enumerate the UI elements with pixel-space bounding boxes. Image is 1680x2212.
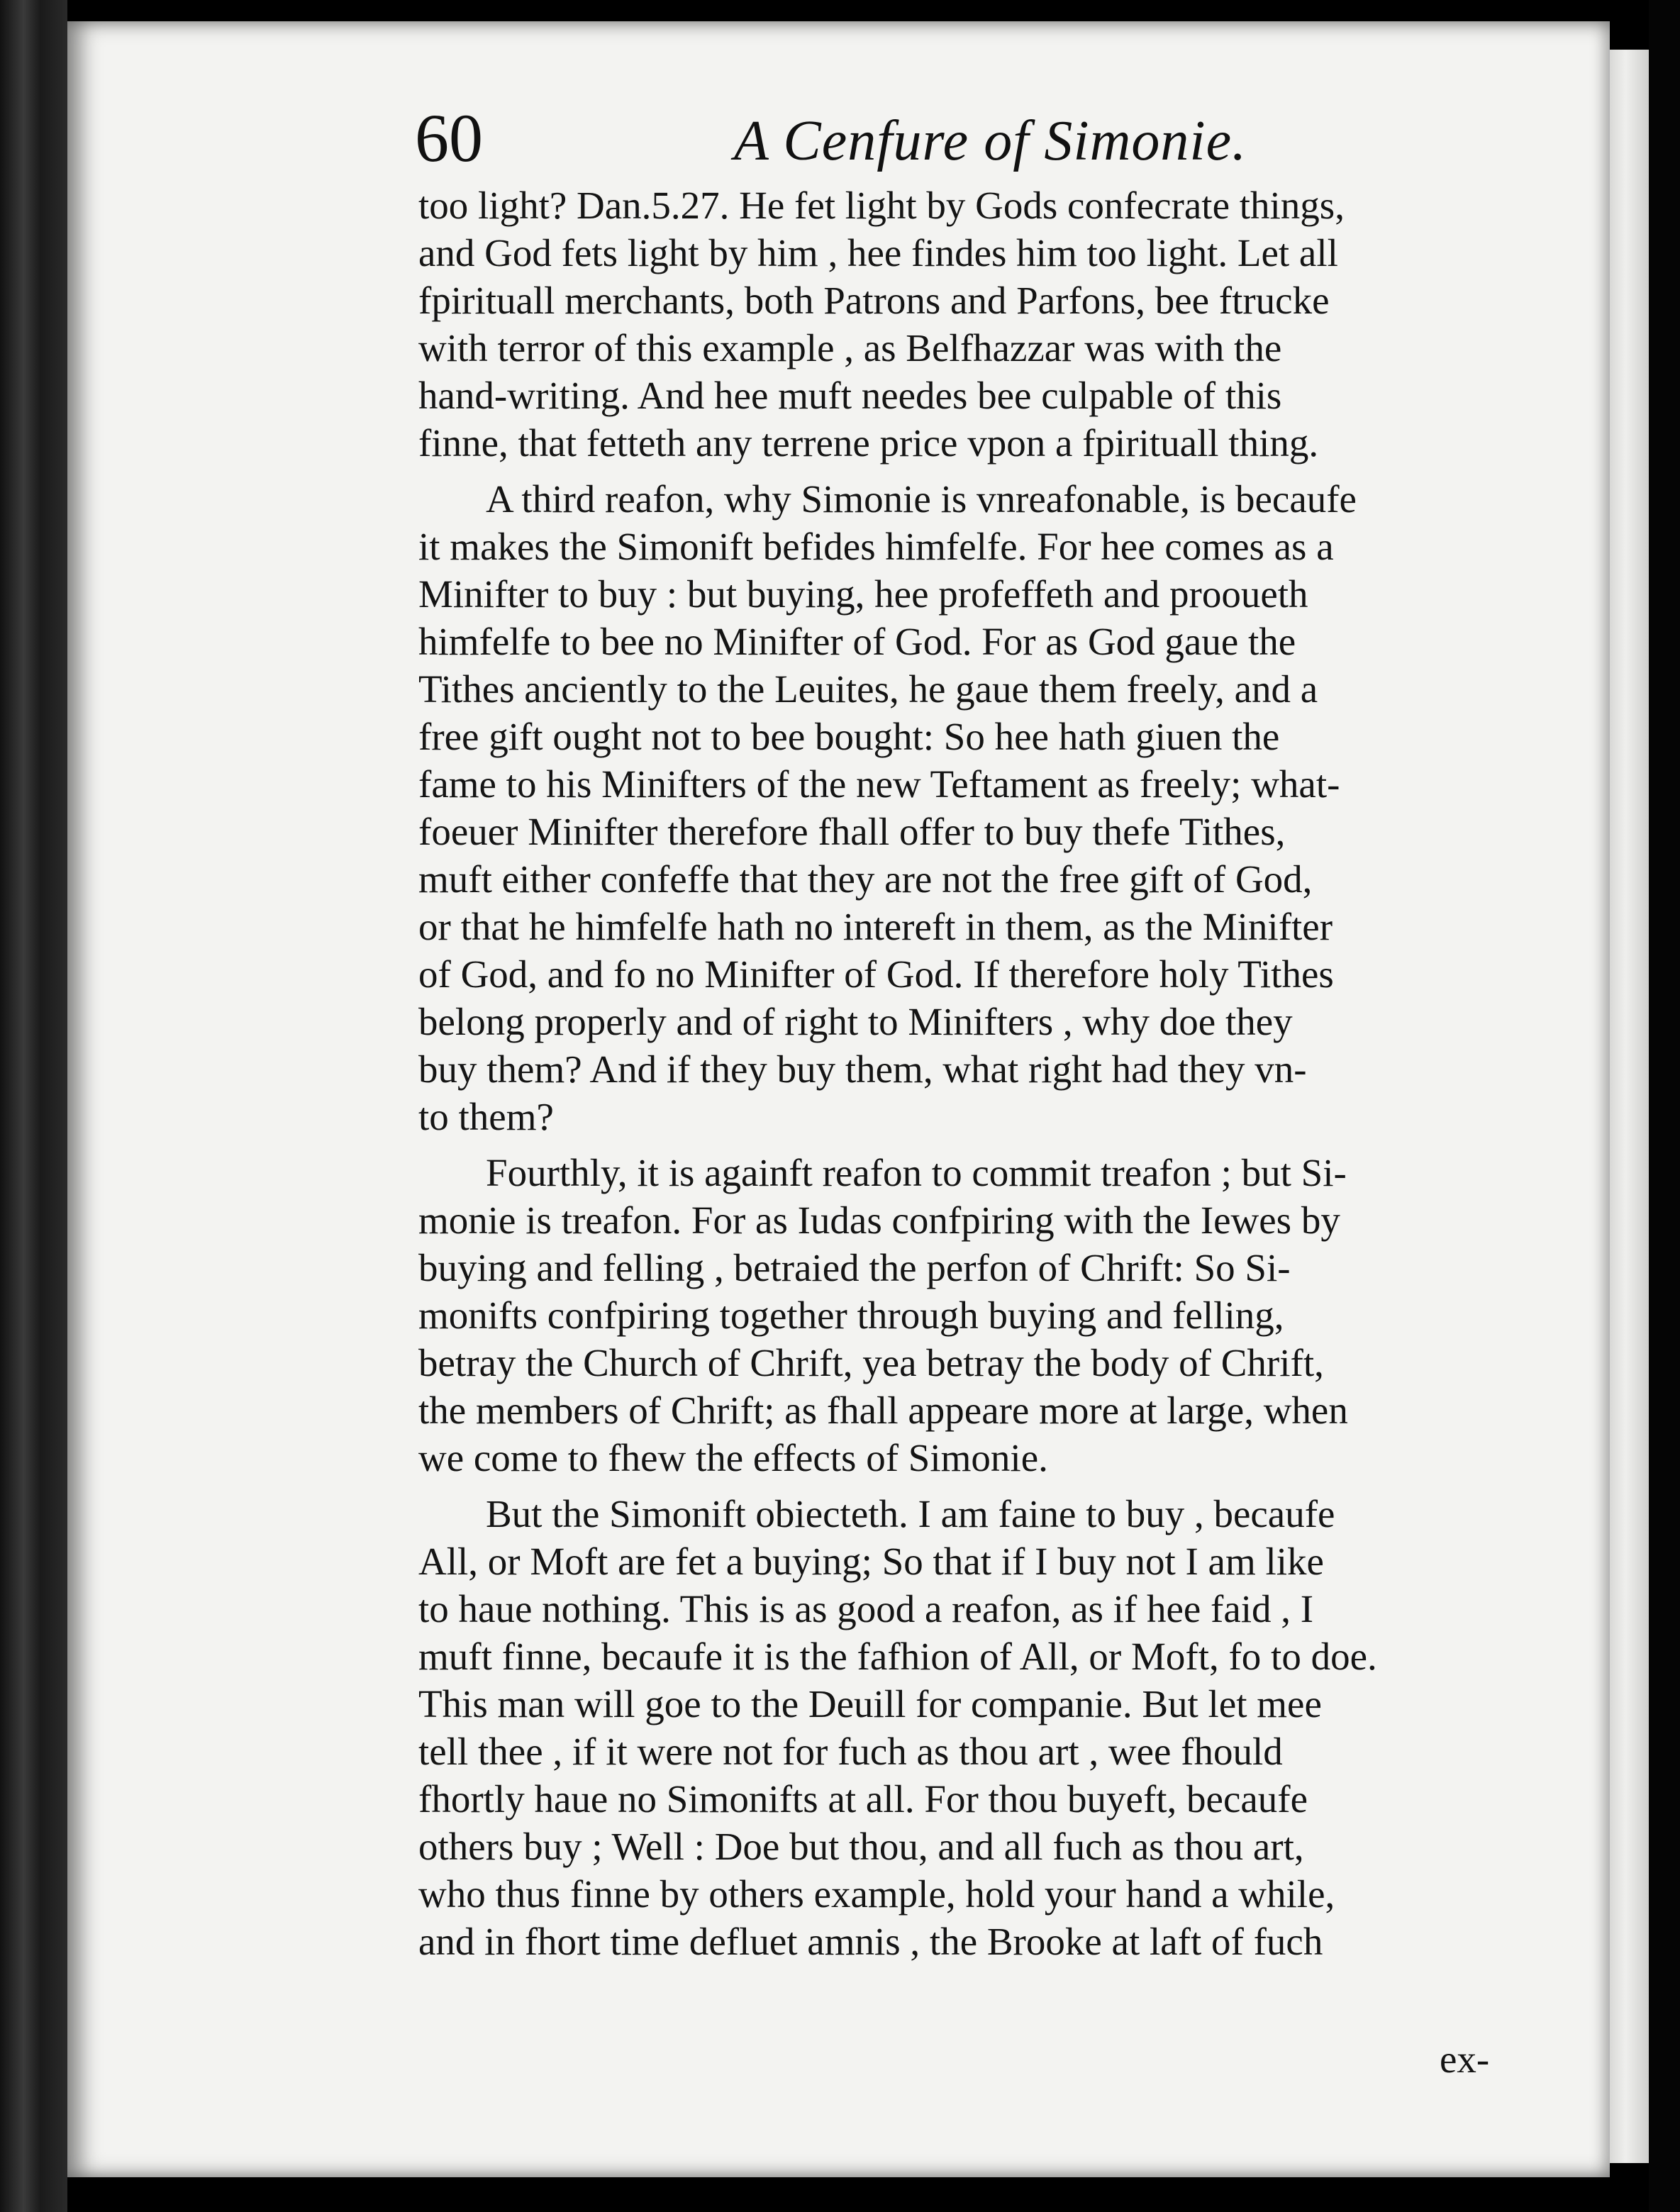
text-line: to them? [418, 1095, 554, 1138]
text-line: and in fhort time defluet amnis , the Brooke at laft of fuch [418, 1920, 1323, 1963]
text-line: buying and felling , betraied the perfon of Chrift: So Si- [418, 1246, 1291, 1289]
book-spine-shadow [0, 0, 67, 2212]
text-line: Tithes anciently to the Leuites, he gaue them freely, and a [418, 667, 1318, 711]
text-line: muft finne, becaufe it is the fafhion of All, or Moft, fo to doe. [418, 1635, 1377, 1678]
text-line: But the Simonift obiecteth. I am faine to buy , becaufe [486, 1492, 1335, 1535]
text-line: monie is treafon. For as Iudas confpiring with the Iewes by [418, 1199, 1340, 1242]
text-line: to haue nothing. This is as good a reafon, as if hee faid , I [418, 1587, 1314, 1630]
text-line: fame to his Minifters of the new Teftament as freely; what- [418, 762, 1340, 806]
page-number: 60 [415, 100, 483, 176]
text-line: belong properly and of right to Minifters , why doe they [418, 1000, 1293, 1043]
paragraph-gap [418, 467, 1496, 475]
text-line: too light? Dan.5.27. He fet light by Gods confecrate things, [418, 184, 1345, 227]
text-line: tell thee , if it were not for fuch as thou art , wee fhould [418, 1730, 1283, 1773]
text-line: All, or Moft are fet a buying; So that if I buy not I am like [418, 1540, 1324, 1583]
facing-page-edge [1610, 50, 1649, 2163]
text-line: the members of Chrift; as fhall appeare more at large, when [418, 1389, 1348, 1432]
text-line: we come to fhew the effects of Simonie. [418, 1436, 1048, 1479]
background-margin [1649, 0, 1680, 2212]
text-line: buy them? And if they buy them, what right had they vn- [418, 1047, 1307, 1091]
body-text [418, 182, 1496, 1965]
text-line: hand-writing. And hee muft needes bee culpable of this [418, 374, 1282, 417]
text-line: others buy ; Well : Doe but thou, and all fuch as thou art, [418, 1825, 1304, 1868]
text-line: or that he himfelfe hath no intereft in them, as the Minifter [418, 905, 1333, 948]
text-line: who thus finne by others example, hold your hand a while, [418, 1872, 1335, 1916]
text-line: A third reafon, why Simonie is vnreafonable, is becaufe [486, 477, 1357, 521]
text-line: monifts confpiring together through buying and felling, [418, 1294, 1284, 1337]
text-line: with terror of this example , as Belfhazzar was with the [418, 326, 1282, 369]
paragraph-gap [418, 1482, 1496, 1490]
text-line: betray the Church of Chrift, yea betray the body of Chrift, [418, 1341, 1324, 1384]
text-line: of God, and fo no Minifter of God. If therefore holy Tithes [418, 952, 1334, 996]
running-head [415, 100, 1521, 188]
text-line: This man will goe to the Deuill for companie. But let mee [418, 1682, 1322, 1725]
text-line: finne, that fetteth any terrene price vpon a fpirituall thing. [418, 421, 1319, 465]
text-line: fpirituall merchants, both Patrons and Parfons, bee ftrucke [418, 279, 1330, 322]
text-line: it makes the Simonift befides himfelfe. For hee comes as a [418, 525, 1334, 568]
text-line: foeuer Minifter therefore fhall offer to buy thefe Tithes, [418, 810, 1286, 853]
text-line: muft either confeffe that they are not the free gift of God, [418, 857, 1313, 901]
text-line: free gift ought not to bee bought: So hee hath giuen the [418, 715, 1280, 758]
text-line: Fourthly, it is againft reafon to commit treafon ; but Si- [486, 1151, 1347, 1194]
catchword: ex- [1440, 2038, 1490, 2081]
text-line: and God fets light by him , hee findes him too light. Let all [418, 231, 1338, 274]
text-line: Minifter to buy : but buying, hee profeffeth and prooueth [418, 572, 1308, 616]
running-title: A Cenfure of Simonie. [734, 110, 1247, 172]
paragraph-gap [418, 1140, 1496, 1149]
text-line: himfelfe to bee no Minifter of God. For as God gaue the [418, 620, 1296, 663]
text-line: fhortly haue no Simonifts at all. For thou buyeft, becaufe [418, 1777, 1308, 1821]
